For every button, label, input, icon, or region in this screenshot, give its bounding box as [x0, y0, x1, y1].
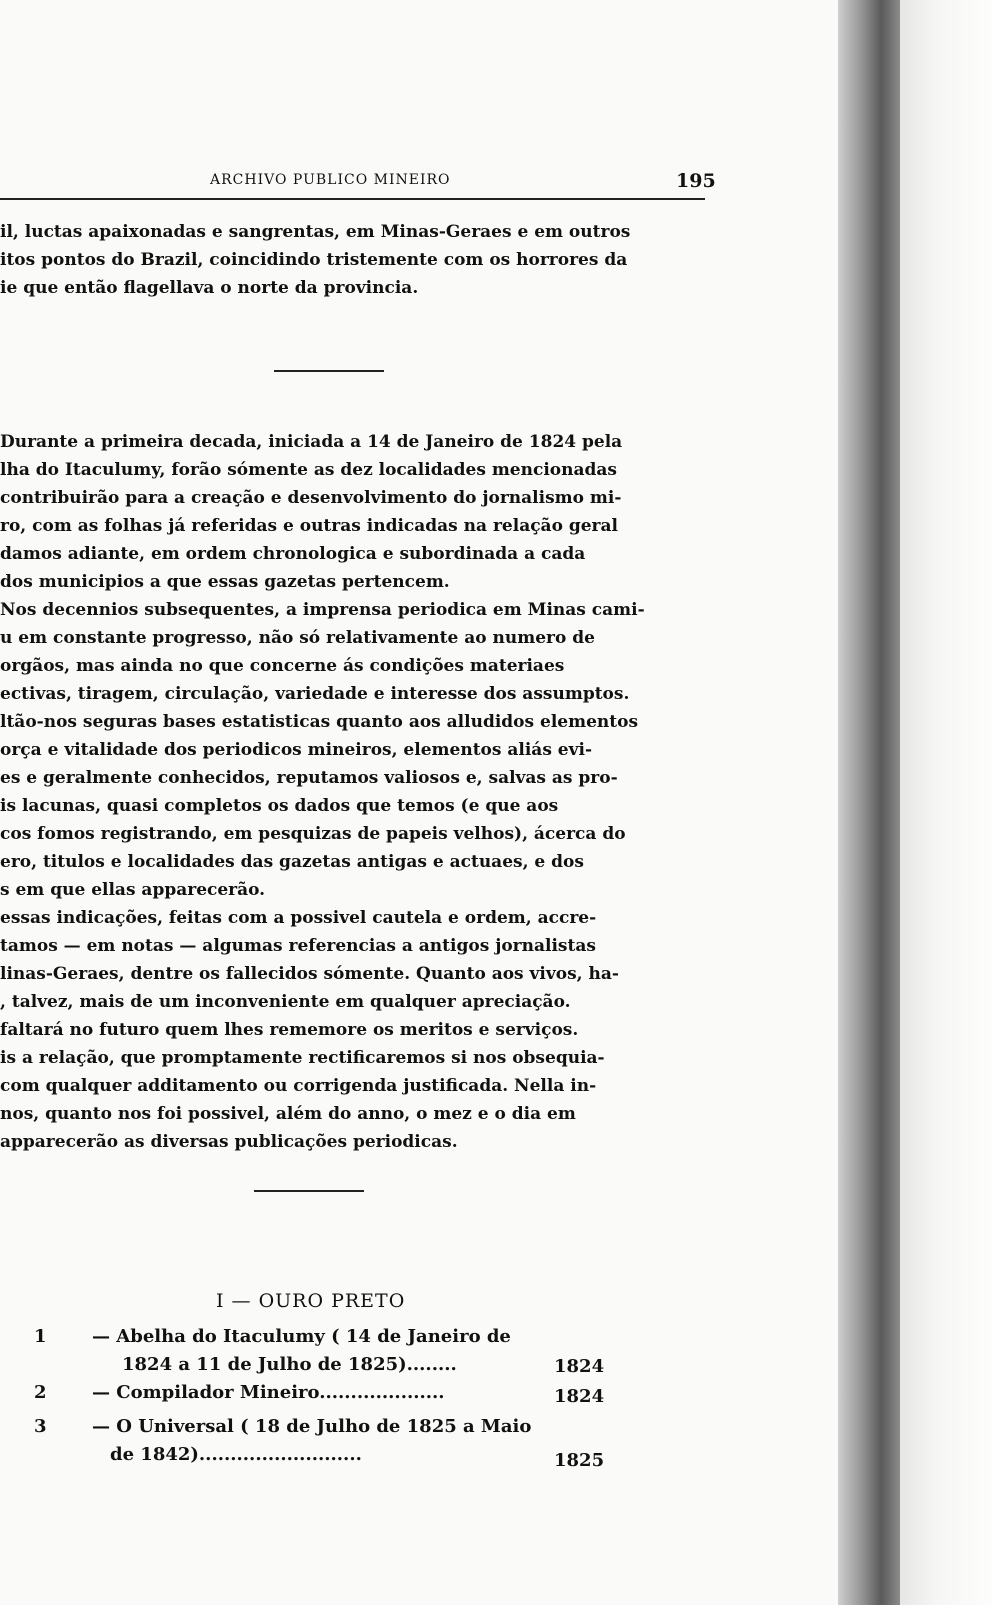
text-line: ltão-nos seguras bases estatisticas quanto aos alludidos elementos	[0, 712, 639, 732]
intro-paragraph	[0, 218, 705, 302]
list-item	[0, 1382, 620, 1412]
text-line: ie que então flagellava o norte da provincia.	[0, 278, 419, 298]
list-item	[0, 1416, 620, 1480]
entry-number: 3	[34, 1416, 47, 1437]
section-divider	[254, 1190, 364, 1192]
entry-continuation: de 1842)..........................	[110, 1444, 362, 1465]
text-line: damos adiante, em ordem chronologica e subordinada a cada	[0, 544, 586, 564]
entry-continuation: 1824 a 11 de Julho de 1825)........	[122, 1354, 457, 1375]
text-line: ectivas, tiragem, circulação, variedade e interesse dos assumptos.	[0, 684, 630, 704]
text-line: es e geralmente conhecidos, reputamos valiosos e, salvas as pro-	[0, 768, 618, 788]
book-gutter-shadow	[838, 0, 900, 1605]
text-line: cos fomos registrando, em pesquizas de papeis velhos), ácerca do	[0, 824, 626, 844]
text-line: ero, titulos e localidades das gazetas antigas e actuaes, e dos	[0, 852, 584, 872]
text-line: essas indicações, feitas com a possivel cautela e ordem, accre-	[0, 908, 597, 928]
text-line: , talvez, mais de um inconveniente em qualquer apreciação.	[0, 992, 571, 1012]
page-header	[0, 170, 716, 196]
section-divider	[274, 370, 384, 372]
text-line: nos, quanto nos foi possivel, além do anno, o mez e o dia em	[0, 1104, 576, 1124]
text-line: ro, com as folhas já referidas e outras indicadas na relação geral	[0, 516, 618, 536]
header-rule	[0, 198, 705, 203]
text-line: orgãos, mas ainda no que concerne ás condições materiaes	[0, 656, 565, 676]
entry-number: 1	[34, 1326, 47, 1347]
text-line: orça e vitalidade dos periodicos mineiros, elementos aliás evi-	[0, 740, 593, 760]
text-line: dos municipios a que essas gazetas pertencem.	[0, 572, 450, 592]
text-line: Nos decennios subsequentes, a imprensa periodica em Minas cami-	[0, 600, 645, 620]
entry-year: 1825	[554, 1450, 605, 1471]
body-paragraphs	[0, 428, 705, 1156]
running-title: ARCHIVO PUBLICO MINEIRO	[210, 172, 451, 188]
text-line: s em que ellas apparecerão.	[0, 880, 266, 900]
entry-year: 1824	[554, 1356, 605, 1377]
page-edge	[900, 0, 992, 1605]
page-number: 195	[676, 170, 716, 192]
entry-title: — O Universal ( 18 de Julho de 1825 a Maio	[92, 1416, 532, 1437]
text-line: is lacunas, quasi completos os dados que temos (e que aos	[0, 796, 559, 816]
text-line: u em constante progresso, não só relativamente ao numero de	[0, 628, 595, 648]
entry-year: 1824	[554, 1386, 605, 1407]
text-line: itos pontos do Brazil, coincidindo tristemente com os horrores da	[0, 250, 628, 270]
text-line: is a relação, que promptamente rectificaremos si nos obsequia-	[0, 1048, 605, 1068]
entry-title: — Abelha do Itaculumy ( 14 de Janeiro de	[92, 1326, 511, 1347]
text-line: com qualquer additamento ou corrigenda justificada. Nella in-	[0, 1076, 597, 1096]
text-line: il, luctas apaixonadas e sangrentas, em Minas-Geraes e em outros	[0, 222, 631, 242]
section-title: I — OURO PRETO	[216, 1290, 406, 1312]
entry-number: 2	[34, 1382, 47, 1403]
text-line: lha do Itaculumy, forão sómente as dez localidades mencionadas	[0, 460, 617, 480]
text-line: linas-Geraes, dentre os fallecidos sómente. Quanto aos vivos, ha-	[0, 964, 619, 984]
text-line: Durante a primeira decada, iniciada a 14 de Janeiro de 1824 pela	[0, 432, 623, 452]
text-line: contribuirão para a creação e desenvolvimento do jornalismo mi-	[0, 488, 622, 508]
text-line: apparecerão as diversas publicações periodicas.	[0, 1132, 458, 1152]
list-item	[0, 1326, 620, 1386]
entry-title: — Compilador Mineiro....................	[92, 1382, 445, 1403]
text-line: faltará no futuro quem lhes rememore os meritos e serviços.	[0, 1020, 579, 1040]
text-line: tamos — em notas — algumas referencias a antigos jornalistas	[0, 936, 596, 956]
